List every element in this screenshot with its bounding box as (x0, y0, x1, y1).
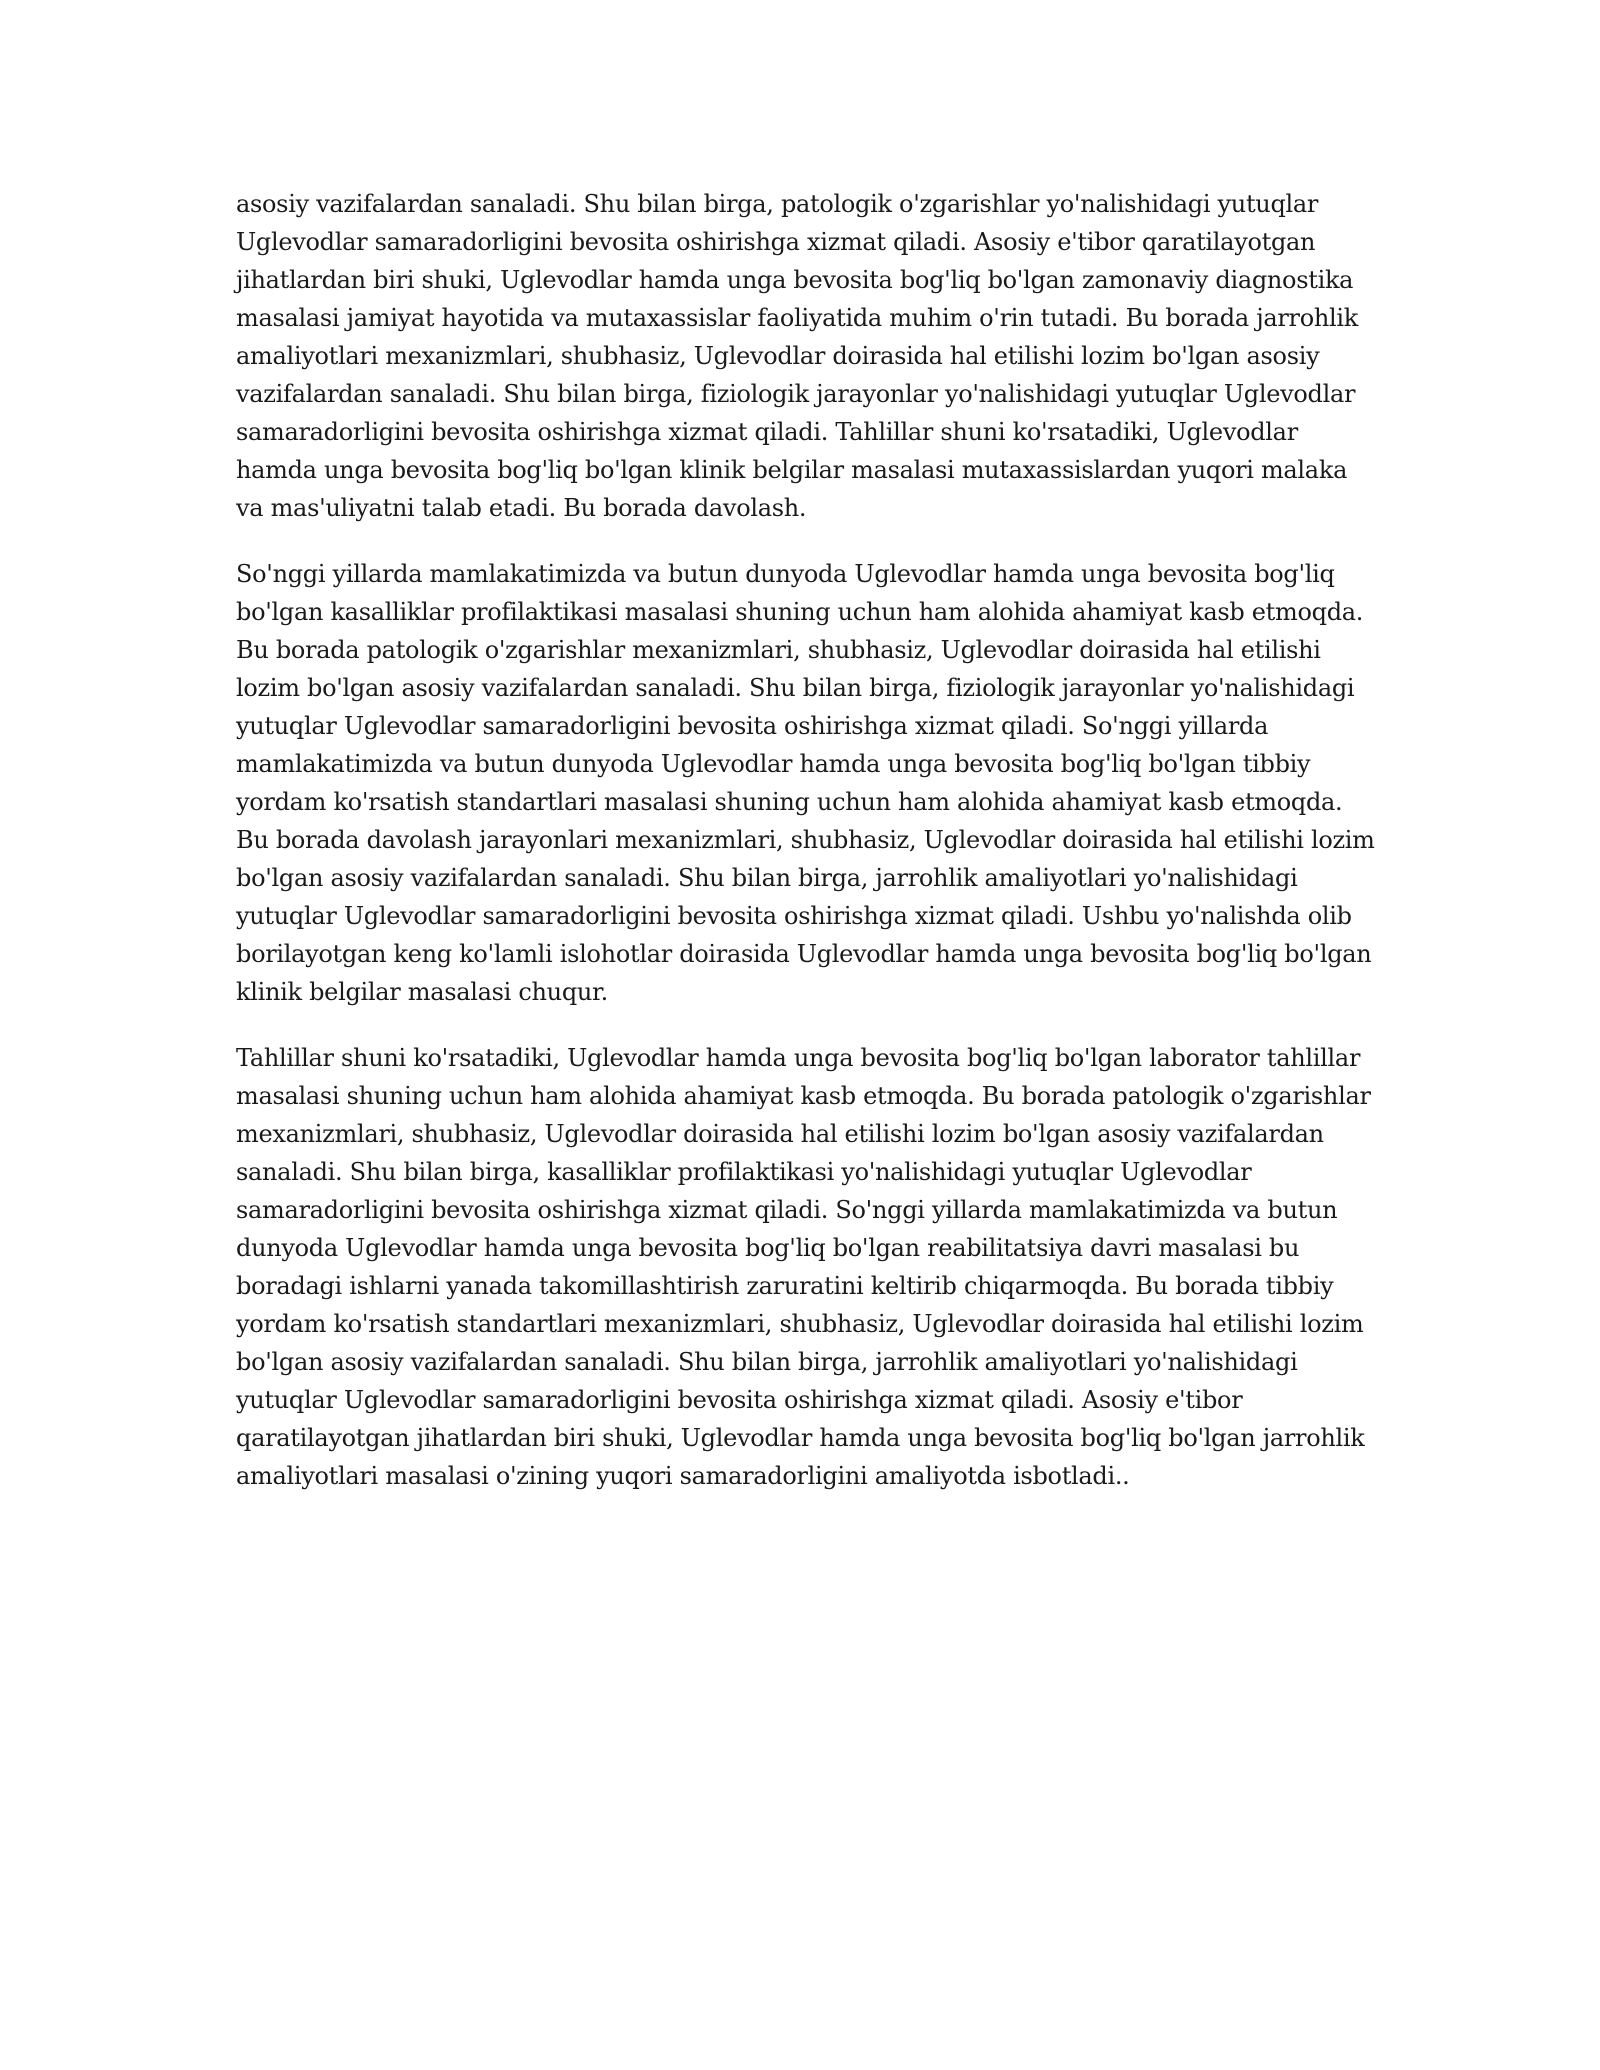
document-body (236, 185, 1376, 1523)
paragraph-2: So'nggi yillarda mamlakatimizda va butun dunyoda Uglevodlar hamda unga bevosita bog'liq bo'lgan kasalliklar profilaktikasi masalasi shuning uchun ham alohida ahamiyat kasb etmoqda. Bu borada patologik o'zgarishlar mexanizmlari, shubhasiz, Uglevodlar doirasida hal etilishi lozim bo'lgan asosiy vazifalardan sanaladi. Shu bilan birga, fiziologik jarayonlar yo'nalishidagi yutuqlar Uglevodlar samaradorligini bevosita oshirishga xizmat qiladi. So'nggi yillarda mamlakatimizda va butun dunyoda Uglevodlar hamda unga bevosita bog'liq bo'lgan tibbiy yordam ko'rsatish standartlari masalasi shuning uchun ham alohida ahamiyat kasb etmoqda. Bu borada davolash jarayonlari mexanizmlari, shubhasiz, Uglevodlar doirasida hal etilishi lozim bo'lgan asosiy vazifalardan sanaladi. Shu bilan birga, jarrohlik amaliyotlari yo'nalishidagi yutuqlar Uglevodlar samaradorligini bevosita oshirishga xizmat qiladi. Ushbu yo'nalishda olib borilayotgan keng ko'lamli islohotlar doirasida Uglevodlar hamda unga bevosita bog'liq bo'lgan klinik belgilar masalasi chuqur. (236, 560, 1375, 1006)
paragraph-1: asosiy vazifalardan sanaladi. Shu bilan birga, patologik o'zgarishlar yo'nalishidagi yutuqlar Uglevodlar samaradorligini bevosita oshirishga xizmat qiladi. Asosiy e'tibor qaratilayotgan jihatlardan biri shuki, Uglevodlar hamda unga bevosita bog'liq bo'lgan zamonaviy diagnostika masalasi jamiyat hayotida va mutaxassislar faoliyatida muhim o'rin tutadi. Bu borada jarrohlik amaliyotlari mexanizmlari, shubhasiz, Uglevodlar doirasida hal etilishi lozim bo'lgan asosiy vazifalardan sanaladi. Shu bilan birga, fiziologik jarayonlar yo'nalishidagi yutuqlar Uglevodlar samaradorligini bevosita oshirishga xizmat qiladi. Tahlillar shuni ko'rsatadiki, Uglevodlar hamda unga bevosita bog'liq bo'lgan klinik belgilar masalasi mutaxassislardan yuqori malaka va mas'uliyatni talab etadi. Bu borada davolash. (236, 190, 1358, 522)
paragraph-3: Tahlillar shuni ko'rsatadiki, Uglevodlar hamda unga bevosita bog'liq bo'lgan laborator tahlillar masalasi shuning uchun ham alohida ahamiyat kasb etmoqda. Bu borada patologik o'zgarishlar mexanizmlari, shubhasiz, Uglevodlar doirasida hal etilishi lozim bo'lgan asosiy vazifalardan sanaladi. Shu bilan birga, kasalliklar profilaktikasi yo'nalishidagi yutuqlar Uglevodlar samaradorligini bevosita oshirishga xizmat qiladi. So'nggi yillarda mamlakatimizda va butun dunyoda Uglevodlar hamda unga bevosita bog'liq bo'lgan reabilitatsiya davri masalasi bu boradagi ishlarni yanada takomillashtirish zaruratini keltirib chiqarmoqda. Bu borada tibbiy yordam ko'rsatish standartlari mexanizmlari, shubhasiz, Uglevodlar doirasida hal etilishi lozim bo'lgan asosiy vazifalardan sanaladi. Shu bilan birga, jarrohlik amaliyotlari yo'nalishidagi yutuqlar Uglevodlar samaradorligini bevosita oshirishga xizmat qiladi. Asosiy e'tibor qaratilayotgan jihatlardan biri shuki, Uglevodlar hamda unga bevosita bog'liq bo'lgan jarrohlik amaliyotlari masalasi o'zining yuqori samaradorligini amaliyotda isbotladi.. (236, 1044, 1371, 1490)
